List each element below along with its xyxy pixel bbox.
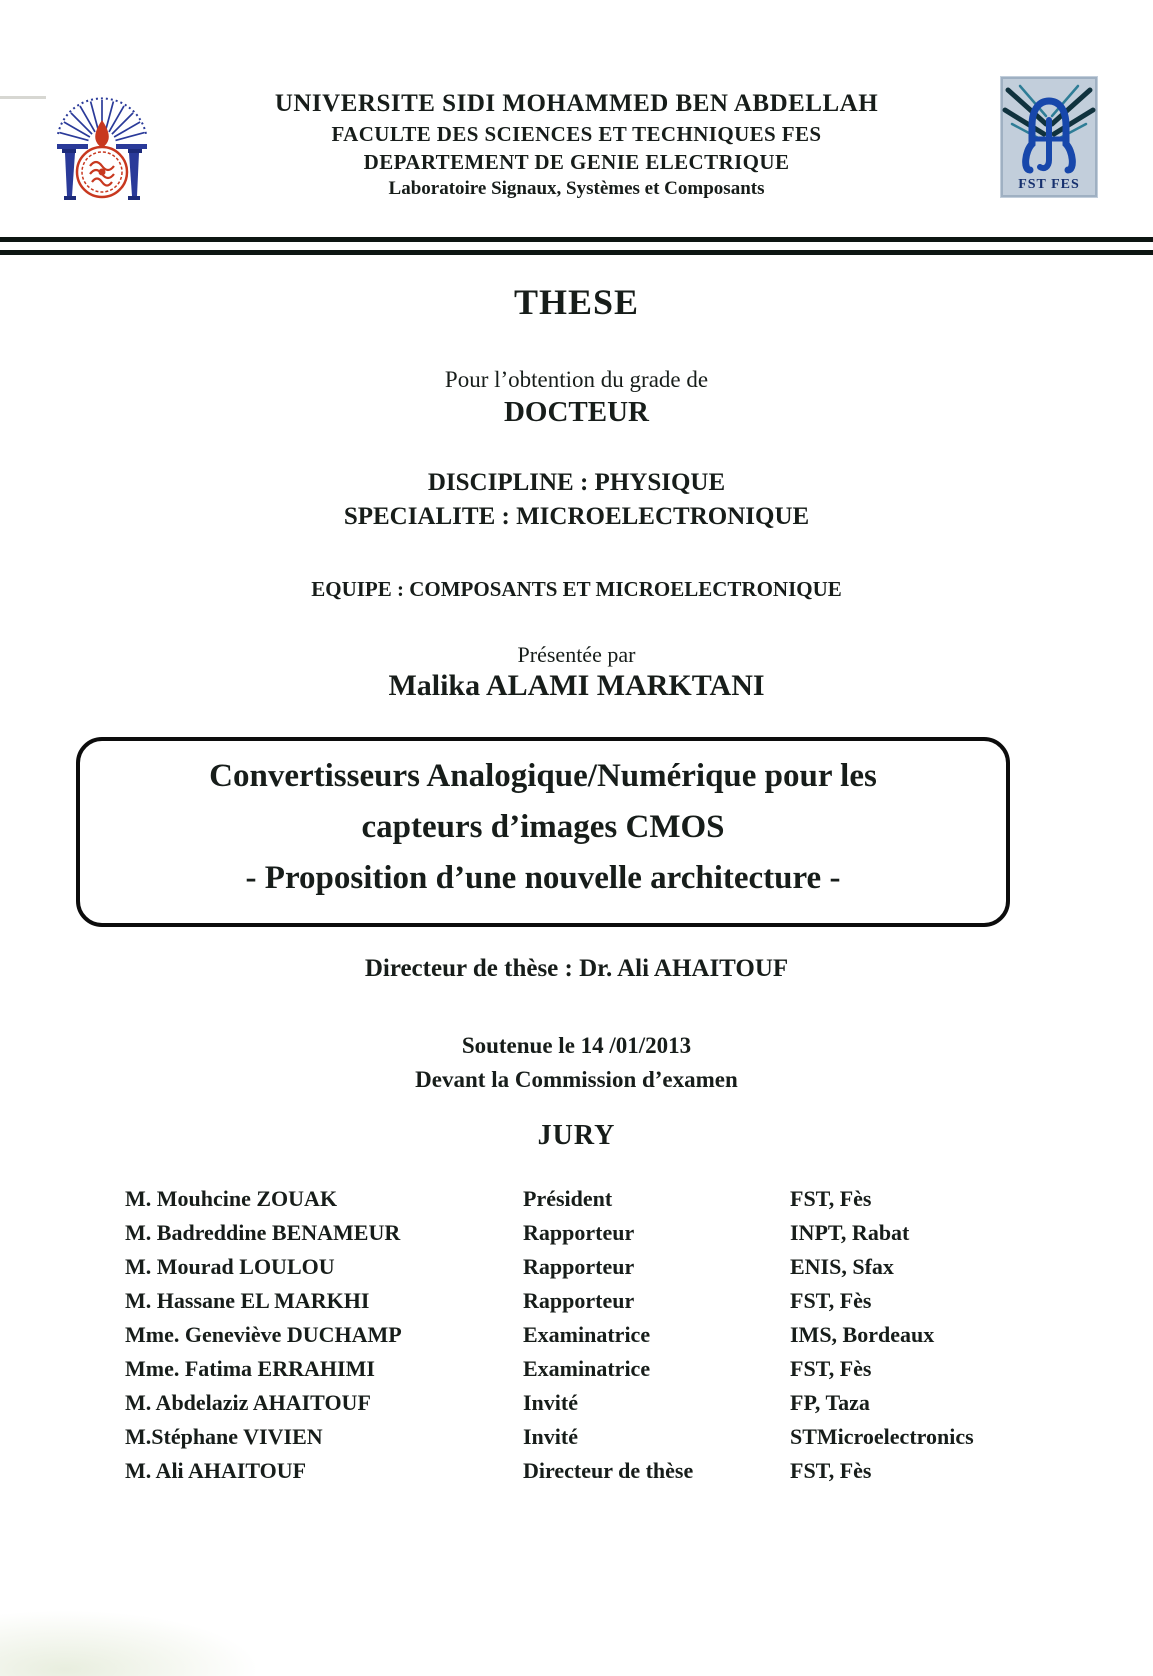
discipline-line: DISCIPLINE : PHYSIQUE bbox=[427, 469, 726, 496]
jury-member-role: Directeur de thèse bbox=[523, 1458, 694, 1483]
these-title: THESE bbox=[513, 282, 640, 322]
jury-member-name: M. Badreddine BENAMEUR bbox=[125, 1220, 401, 1245]
jury-member-affiliation: IMS, Bordeaux bbox=[790, 1322, 935, 1347]
specialite-line: SPECIALITE : MICROELECTRONIQUE bbox=[343, 503, 810, 530]
jury-member-name: M. Mouhcine ZOUAK bbox=[125, 1186, 338, 1211]
jury-row bbox=[0, 1186, 1153, 1220]
jury-row bbox=[0, 1390, 1153, 1424]
equipe-line: EQUIPE : COMPOSANTS ET MICROELECTRONIQUE bbox=[311, 577, 842, 601]
author-name: Malika ALAMI MARKTANI bbox=[388, 669, 765, 702]
jury-member-name: M. Ali AHAITOUF bbox=[125, 1458, 307, 1483]
jury-member-name: M. Abdelaziz AHAITOUF bbox=[125, 1390, 371, 1415]
header-divider-top bbox=[0, 237, 1153, 242]
thesis-title-box bbox=[76, 737, 1010, 927]
jury-member-affiliation: INPT, Rabat bbox=[790, 1220, 910, 1245]
jury-member-affiliation: FST, Fès bbox=[790, 1186, 872, 1211]
jury-member-role: Rapporteur bbox=[523, 1220, 635, 1245]
header-faculty: FACULTE DES SCIENCES ET TECHNIQUES FES bbox=[331, 122, 822, 146]
jury-member-name: Mme. Geneviève DUCHAMP bbox=[125, 1322, 402, 1347]
thesis-title-line-3: - Proposition d’une nouvelle architecture - bbox=[245, 860, 841, 896]
grade-name: DOCTEUR bbox=[503, 396, 649, 428]
header-divider-bottom bbox=[0, 250, 1153, 255]
header-university: UNIVERSITE SIDI MOHAMMED BEN ABDELLAH bbox=[274, 90, 879, 117]
jury-member-name: M. Hassane EL MARKHI bbox=[125, 1288, 370, 1313]
jury-member-role: Président bbox=[523, 1186, 613, 1211]
jury-row bbox=[0, 1356, 1153, 1390]
header-laboratory: Laboratoire Signaux, Systèmes et Composants bbox=[388, 178, 765, 199]
jury-member-role: Examinatrice bbox=[523, 1322, 651, 1347]
jury-member-name: Mme. Fatima ERRAHIMI bbox=[125, 1356, 375, 1381]
thesis-title-line-2: capteurs d’images CMOS bbox=[361, 809, 725, 845]
grade-intro: Pour l’obtention du grade de bbox=[444, 367, 709, 392]
defense-commission: Devant la Commission d’examen bbox=[415, 1067, 738, 1092]
jury-member-name: M.Stéphane VIVIEN bbox=[125, 1424, 323, 1449]
jury-member-affiliation: FST, Fès bbox=[790, 1458, 872, 1483]
jury-member-affiliation: FST, Fès bbox=[790, 1356, 872, 1381]
jury-member-affiliation: FST, Fès bbox=[790, 1288, 872, 1313]
jury-member-role: Examinatrice bbox=[523, 1356, 651, 1381]
jury-heading: JURY bbox=[537, 1120, 616, 1151]
scan-artifact-smudge bbox=[0, 1610, 260, 1676]
thesis-title-line-1: Convertisseurs Analogique/Numérique pour les bbox=[209, 758, 877, 794]
jury-row bbox=[0, 1424, 1153, 1458]
defense-date: Soutenue le 14 /01/2013 bbox=[461, 1033, 692, 1058]
supervisor-line: Directeur de thèse : Dr. Ali AHAITOUF bbox=[364, 955, 789, 982]
jury-row bbox=[0, 1322, 1153, 1356]
jury-member-role: Rapporteur bbox=[523, 1288, 635, 1313]
jury-member-affiliation: FP, Taza bbox=[790, 1390, 870, 1415]
header-department: DEPARTEMENT DE GENIE ELECTRIQUE bbox=[363, 150, 790, 174]
jury-member-name: M. Mourad LOULOU bbox=[125, 1254, 335, 1279]
jury-member-affiliation: STMicroelectronics bbox=[790, 1424, 974, 1449]
jury-row bbox=[0, 1288, 1153, 1322]
jury-member-role: Invité bbox=[523, 1390, 578, 1415]
jury-row bbox=[0, 1458, 1153, 1492]
presented-by-label: Présentée par bbox=[517, 642, 636, 667]
jury-row bbox=[0, 1220, 1153, 1254]
jury-member-affiliation: ENIS, Sfax bbox=[790, 1254, 894, 1279]
jury-table bbox=[0, 1186, 1153, 1492]
jury-member-role: Rapporteur bbox=[523, 1254, 635, 1279]
fst-fes-logo-caption: FST FES bbox=[1018, 177, 1080, 192]
jury-row bbox=[0, 1254, 1153, 1288]
jury-member-role: Invité bbox=[523, 1424, 578, 1449]
